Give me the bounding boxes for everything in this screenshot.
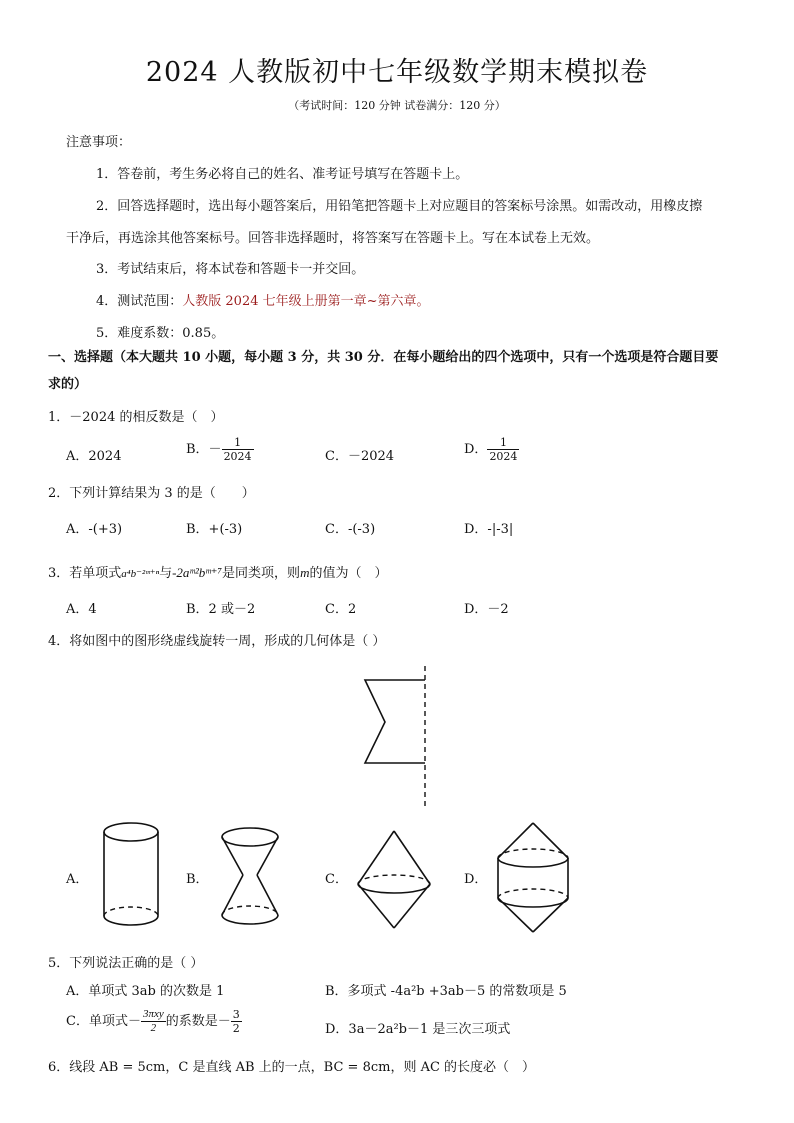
q4-option-b: B． — [186, 872, 209, 887]
q2-option-a: A．-(+3) — [66, 522, 123, 537]
q3-monomial-1: a⁴b⁻²ᵐ⁺ⁿ — [121, 568, 160, 580]
q4-option-a: A． — [66, 872, 89, 887]
fraction-denominator: 2024 — [223, 450, 252, 463]
q5-option-a: A．单项式 3ab 的次数是 1 — [66, 984, 225, 999]
q3-option-c: C．2 — [325, 602, 357, 617]
q3-stem — [48, 562, 387, 581]
q3-stem-part: 是同类项，则 — [222, 566, 301, 581]
q5-option-c — [66, 1008, 242, 1035]
q4-figure-rotation-shape — [355, 660, 445, 820]
q4-option-a-cylinder — [100, 818, 164, 936]
q5-option-d: D．3a－2a²b－1 是三次三项式 — [325, 1022, 511, 1037]
test-scope: 人教版 2024 七年级上册第一章~第六章。 — [182, 294, 430, 309]
q4-option-b-double-cone — [215, 825, 285, 935]
q1-option-c: C．－2024 — [325, 449, 395, 464]
fraction-numerator: 1 — [222, 436, 254, 450]
q3-stem-part: 3．若单项式 — [48, 566, 122, 581]
notice-item-5: 5．难度系数：0.85。 — [96, 326, 225, 341]
q2-option-d: D．-|-3| — [464, 522, 514, 537]
q4-option-d-cylinder-with-cones — [493, 820, 573, 936]
q2-option-b: B．+(-3) — [186, 522, 243, 537]
q5-stem: 5．下列说法正确的是（ ） — [48, 956, 204, 971]
notice-item-4-label: 4．测试范围： — [96, 294, 183, 309]
q5-option-b: B．多项式 -4a²b +3ab－5 的常数项是 5 — [325, 984, 567, 999]
q1-option-b-label: B．－ — [186, 442, 222, 457]
exam-info: （考试时间：120 分钟 试卷满分：120 分） — [288, 99, 506, 112]
q4-option-c-double-cone — [352, 826, 436, 934]
fraction-denominator: 2 — [150, 1022, 157, 1034]
q3-option-b: B．2 或－2 — [186, 602, 256, 617]
q3-monomial-2: -2aᵐ²bᵐ⁺⁷ — [172, 565, 223, 580]
q4-option-c: C． — [325, 872, 348, 887]
q3-option-a: A．4 — [66, 602, 97, 617]
q5-option-c-label: C．单项式－ — [66, 1014, 141, 1029]
notice-item-3: 3．考试结束后，将本试卷和答题卡一并交回。 — [96, 262, 365, 277]
q3-stem-part: 的值为（ ） — [309, 566, 388, 581]
q1-stem: 1．－2024 的相反数是（ ） — [48, 410, 224, 425]
notice-heading: 注意事项： — [66, 135, 132, 150]
q1-option-d-fraction — [487, 436, 519, 463]
q2-option-c: C．-(-3) — [325, 522, 376, 537]
q4-stem: 4．将如图中的图形绕虚线旋转一周，形成的几何体是（ ） — [48, 634, 386, 649]
q1-option-a: A．2024 — [66, 449, 122, 464]
q1-option-d — [464, 436, 519, 463]
q4-shape-outline — [365, 680, 425, 763]
q4-option-d: D． — [464, 872, 488, 887]
q1-option-b — [186, 436, 254, 463]
notice-item-4 — [96, 290, 430, 309]
section-heading: 一、选择题（本大题共 10 小题，每小题 3 分，共 30 分．在每小题给出的四个选项中，只有一个选项是符合题目要 — [48, 350, 719, 365]
q1-option-d-label: D． — [464, 442, 488, 457]
q3-option-d: D．－2 — [464, 602, 509, 617]
fraction-numerator: 3 — [232, 1008, 240, 1021]
q3-variable: m — [300, 565, 310, 580]
section-heading-cont: 求的） — [48, 377, 88, 392]
q3-stem-part: 与 — [159, 566, 173, 581]
q5-option-c-mid: 的系数是－ — [165, 1014, 231, 1029]
q6-stem: 6．线段 AB = 5cm，C 是直线 AB 上的一点，BC = 8cm，则 AC 的长度必（ ） — [48, 1060, 536, 1075]
page-title: 2024 人教版初中七年级数学期末模拟卷 — [145, 57, 649, 88]
fraction-numerator: 1 — [487, 436, 519, 450]
notice-item-1: 1．答卷前，考生务必将自己的姓名、准考证号填写在答题卡上。 — [96, 167, 469, 182]
fraction-numerator: 3πxy — [142, 1008, 164, 1020]
fraction-denominator: 2024 — [489, 450, 518, 463]
q5-option-c-coef-fraction — [231, 1008, 242, 1035]
fraction-denominator: 2 — [232, 1022, 240, 1035]
q2-stem: 2．下列计算结果为 3 的是（ ） — [48, 486, 255, 501]
q1-option-b-fraction — [222, 436, 254, 463]
q5-option-c-fraction — [141, 1008, 166, 1035]
notice-item-2: 2．回答选择题时，选出每小题答案后，用铅笔把答题卡上对应题目的答案标号涂黑。如需改动，用橡皮擦 — [96, 199, 703, 214]
notice-item-2-cont: 干净后，再选涂其他答案标号。回答非选择题时，将答案写在答题卡上。写在本试卷上无效。 — [66, 231, 600, 246]
